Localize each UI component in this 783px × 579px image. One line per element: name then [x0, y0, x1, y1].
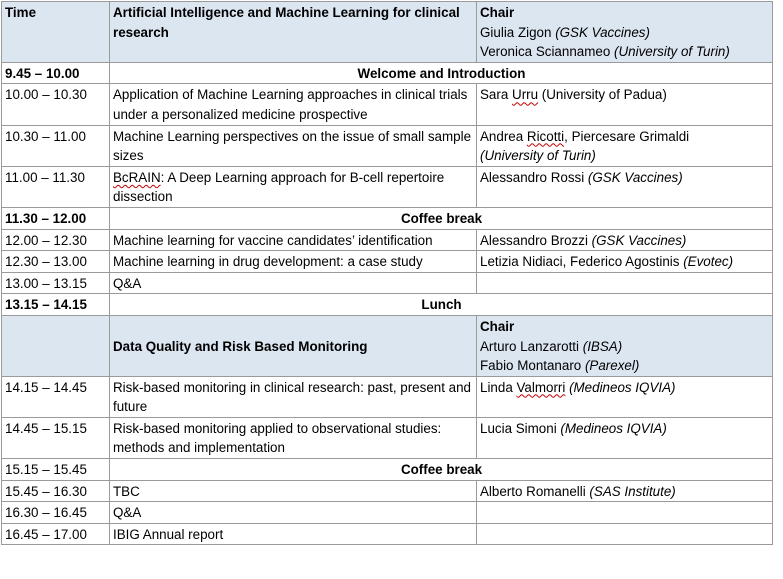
row-time: 16.30 – 16.45: [2, 502, 110, 524]
table-row: [2, 272, 773, 294]
talk-title: Machine learning for vaccine candidates’ identification: [110, 229, 477, 251]
row-time: 13.00 – 13.15: [2, 272, 110, 294]
row-span-label: Coffee break: [110, 207, 773, 229]
row-time: 10.30 – 11.00: [2, 125, 110, 166]
speaker: Lucia Simoni (Medineos IQVIA): [477, 417, 773, 458]
row-time: 12.00 – 12.30: [2, 229, 110, 251]
chair-1: Giulia Zigon (GSK Vaccines): [480, 24, 650, 40]
table-row: [2, 417, 773, 458]
talk-title: BcRAIN: A Deep Learning approach for B-cell repertoire dissection: [110, 166, 477, 207]
row-span-label: Lunch: [110, 294, 773, 316]
row-time: 14.15 – 14.45: [2, 376, 110, 417]
row-span-label: Welcome and Introduction: [110, 62, 773, 84]
talk-title: IBIG Annual report: [110, 523, 477, 545]
row-time: 15.15 – 15.45: [2, 459, 110, 481]
table-row: [2, 166, 773, 207]
table-row: [2, 229, 773, 251]
session1-header-row: [2, 2, 773, 63]
speaker: Sara Urru (University of Padua): [477, 84, 773, 125]
row-time: 15.45 – 16.30: [2, 480, 110, 502]
session1-chairs: [477, 2, 773, 63]
session2-title: Data Quality and Risk Based Monitoring: [110, 315, 477, 376]
speaker: Letizia Nidiaci, Federico Agostinis (Evotec): [477, 251, 773, 273]
row-span-label: Coffee break: [110, 459, 773, 481]
chair-2: Fabio Montanaro (Parexel): [480, 358, 640, 374]
table-row: [2, 251, 773, 273]
session2-header-row: [2, 315, 773, 376]
speaker: Linda Valmorri (Medineos IQVIA): [477, 376, 773, 417]
session1-title: Artificial Intelligence and Machine Learning for clinical research: [110, 2, 477, 63]
chair-label: Chair: [480, 5, 515, 20]
speaker: Alessandro Brozzi (GSK Vaccines): [477, 229, 773, 251]
table-row: [2, 502, 773, 524]
speaker-empty: [477, 523, 773, 545]
talk-title: TBC: [110, 480, 477, 502]
row-time: 14.45 – 15.15: [2, 417, 110, 458]
talk-title: Application of Machine Learning approaches in clinical trials under a personalized medicine prospective: [110, 84, 477, 125]
speaker: Alessandro Rossi (GSK Vaccines): [477, 166, 773, 207]
row-time: 11.30 – 12.00: [2, 207, 110, 229]
chair-1: Arturo Lanzarotti (IBSA): [480, 338, 623, 354]
chair-2: Veronica Sciannameo (University of Turin): [480, 44, 730, 60]
table-row: [2, 294, 773, 316]
speaker: Alberto Romanelli (SAS Institute): [477, 480, 773, 502]
talk-title: Q&A: [110, 272, 477, 294]
table-row: [2, 84, 773, 125]
talk-title: Risk-based monitoring in clinical research: past, present and future: [110, 376, 477, 417]
talk-title: Machine learning in drug development: a case study: [110, 251, 477, 273]
table-row: [2, 459, 773, 481]
table-row: [2, 207, 773, 229]
table-row: [2, 480, 773, 502]
table-row: [2, 376, 773, 417]
session2-time-empty: [2, 315, 110, 376]
talk-title: Risk-based monitoring applied to observational studies: methods and implementation: [110, 417, 477, 458]
session2-chairs: [477, 315, 773, 376]
table-row: [2, 62, 773, 84]
speaker-empty: [477, 502, 773, 524]
talk-title: Machine Learning perspectives on the issue of small sample sizes: [110, 125, 477, 166]
row-time: 11.00 – 11.30: [2, 166, 110, 207]
row-time: 16.45 – 17.00: [2, 523, 110, 545]
speaker: Andrea Ricotti, Piercesare Grimaldi (University of Turin): [477, 125, 773, 166]
row-time: 13.15 – 14.15: [2, 294, 110, 316]
row-time: 9.45 – 10.00: [2, 62, 110, 84]
time-header: Time: [2, 2, 110, 63]
program-table: [1, 1, 773, 545]
table-row: [2, 125, 773, 166]
chair-label: Chair: [480, 318, 515, 334]
row-time: 12.30 – 13.00: [2, 251, 110, 273]
table-row: [2, 523, 773, 545]
row-time: 10.00 – 10.30: [2, 84, 110, 125]
talk-title: Q&A: [110, 502, 477, 524]
speaker-empty: [477, 272, 773, 294]
